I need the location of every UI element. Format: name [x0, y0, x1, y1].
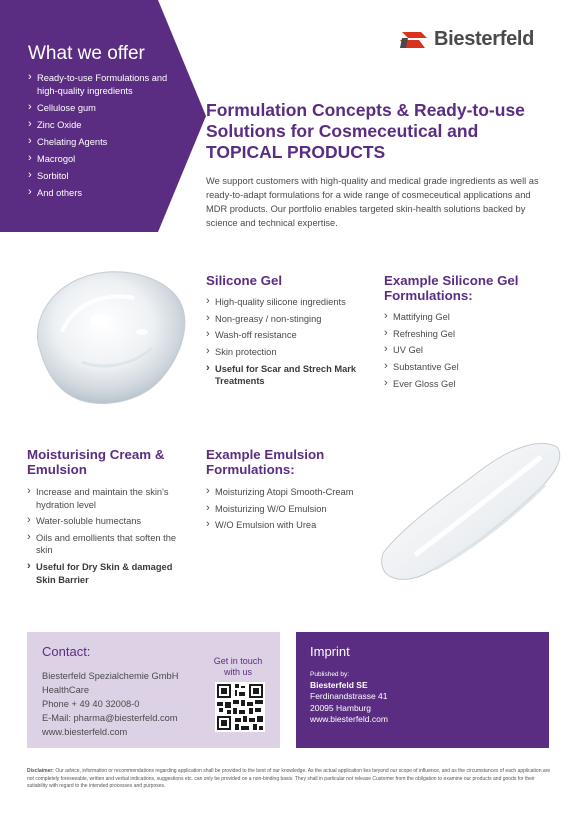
imprint-title: Imprint — [310, 644, 350, 659]
disclaimer-text: Our advice, information or recommendations regarding application shall be provided to the best of our knowledge. As the actual application lies beyond our scope of influence, and as the circumstances of each application are not completely foreseeable, written and verbal indications, suggestions etc. can only be provided on a non-binding basis. They shall in particular not release Customer from the obligation to examine our products and goods for their suitability with regard to the intended processes and purposes. — [27, 768, 551, 789]
disclaimer — [27, 768, 551, 791]
list-item: › Increase and maintain the skin's hydration level — [27, 486, 187, 511]
imprint-company: Biesterfeld SE — [310, 680, 368, 690]
list-item: › Wash-off resistance — [206, 329, 371, 342]
list-item: › W/O Emulsion with Urea — [206, 519, 376, 532]
list-item: › High-quality silicone ingredients — [206, 296, 371, 309]
contact-box — [27, 632, 280, 748]
list-item: › Moisturizing W/O Emulsion — [206, 503, 376, 516]
list-item: › Ever Gloss Gel — [384, 378, 534, 391]
qr-code-icon[interactable] — [215, 682, 265, 732]
silicone-list — [206, 296, 371, 392]
emulsion-examples-title: Example Emulsion Formulations: — [206, 447, 325, 477]
published-by-label: Published by: — [310, 671, 350, 678]
contact-website[interactable]: www.biesterfeld.com — [42, 727, 128, 737]
imprint-line: 20095 Hamburg — [310, 702, 371, 713]
headline-bold: TOPICAL PRODUCTS — [206, 142, 386, 162]
list-item: › Refreshing Gel — [384, 328, 534, 341]
offer-item: › Ready-to-use Formulations and high-quality ingredients — [28, 72, 178, 98]
list-item-highlight: › Useful for Dry Skin & damaged Skin Barrier — [27, 561, 187, 586]
contact-line: HealthCare — [42, 685, 90, 695]
silicone-examples-list — [384, 311, 534, 394]
contact-email[interactable]: E-Mail: pharma@biesterfeld.com — [42, 713, 178, 723]
moisturising-title: Moisturising Cream & Emulsion — [27, 447, 165, 477]
imprint-line: Ferdinandstrasse 41 — [310, 691, 388, 701]
brand-logo — [399, 28, 534, 51]
emulsion-examples-list — [206, 486, 376, 536]
list-item: › Moisturizing Atopi Smooth-Cream — [206, 486, 376, 499]
headline-part: and — [442, 121, 479, 141]
silicone-gel-image — [22, 262, 192, 412]
contact-phone: Phone + 49 40 32008-0 — [42, 699, 140, 709]
contact-details — [42, 669, 178, 739]
headline — [206, 100, 556, 163]
imprint-box — [296, 632, 549, 748]
list-item: › Non-greasy / non-stinging — [206, 313, 371, 326]
list-item-highlight: › Useful for Scar and Strech Mark Treatments — [206, 363, 371, 388]
headline-bold: Cosmeceutical — [318, 121, 443, 141]
offer-title: What we offer — [28, 43, 145, 64]
intro-paragraph: We support customers with high-quality and medical grade ingredients as well as ready-to-adapt formulations for a wide range of cosmeceutical applications and MDR products. Our portfolio enables targeted skin-health solutions backed by science and technical expertise. — [206, 176, 539, 228]
contact-title: Contact: — [42, 644, 91, 659]
offer-item: › Zinc Oxide — [28, 119, 178, 132]
cream-image — [365, 435, 565, 585]
biesterfeld-logo-icon — [399, 30, 431, 50]
offer-list — [28, 72, 178, 204]
list-item: › Skin protection — [206, 346, 371, 359]
offer-item: › Chelating Agents — [28, 136, 178, 149]
list-item: › Substantive Gel — [384, 361, 534, 374]
offer-item: › Sorbitol — [28, 170, 178, 183]
moisturising-list — [27, 486, 187, 590]
offer-item: › Macrogol — [28, 153, 178, 166]
imprint-website[interactable]: www.biesterfeld.com — [310, 714, 388, 724]
disclaimer-label: Disclaimer: — [27, 768, 54, 774]
brand-name: Biesterfeld — [434, 28, 535, 50]
silicone-title: Silicone Gel — [206, 273, 283, 288]
offer-item: › Cellulose gum — [28, 102, 178, 115]
list-item: › Oils and emollients that soften the skin — [27, 532, 187, 557]
list-item: › Water-soluble humectans — [27, 515, 187, 528]
get-in-touch-label: Get in touch with us — [213, 656, 263, 677]
contact-line: Biesterfeld Spezialchemie GmbH — [42, 671, 179, 681]
headline-part: Formulation Concepts & Ready-to-use Solutions for — [206, 100, 525, 141]
silicone-examples-title: Example Silicone Gel Formulations: — [384, 273, 519, 303]
offer-item: › And others — [28, 187, 178, 200]
list-item: › UV Gel — [384, 344, 534, 357]
imprint-address — [310, 691, 388, 726]
list-item: › Mattifying Gel — [384, 311, 534, 324]
